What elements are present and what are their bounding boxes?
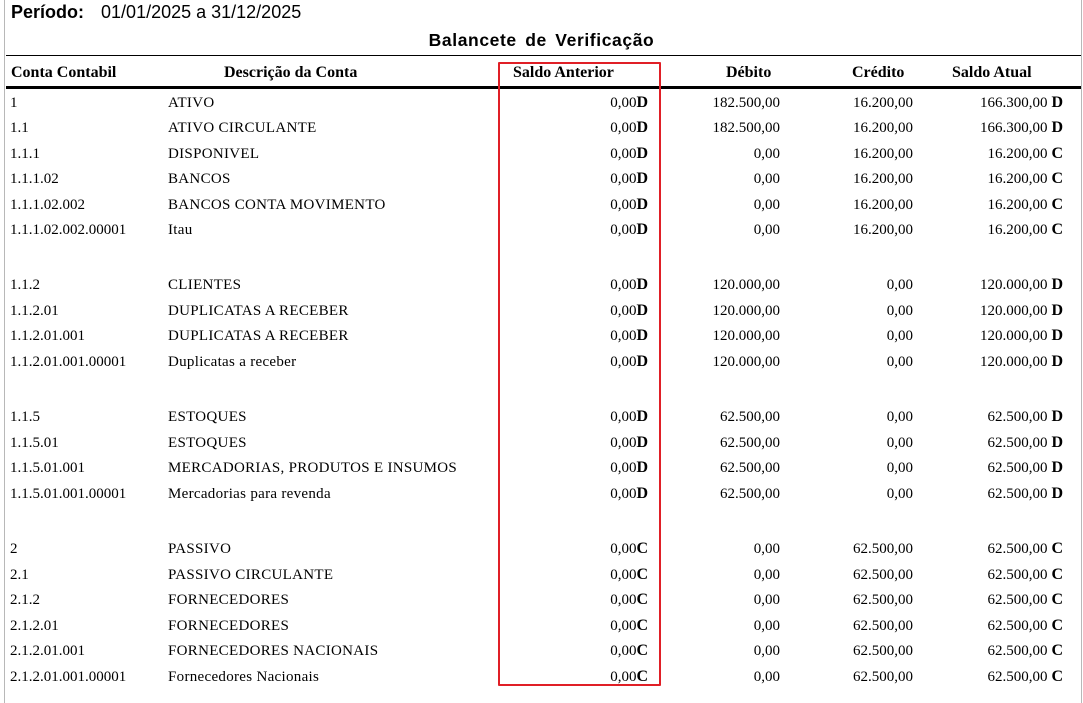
current-balance <box>987 221 1063 239</box>
account-code: 2.1.2 <box>10 592 40 608</box>
account-description: BANCOS <box>168 171 231 187</box>
col-header-credit: Crédito <box>852 64 905 81</box>
current-balance-value: 16.200,00 <box>987 171 1048 187</box>
current-balance-value: 120.000,00 <box>979 354 1048 370</box>
account-description: DISPONIVEL <box>168 146 260 162</box>
current-balance <box>987 485 1063 503</box>
account-code: 1.1.5.01.001.00001 <box>10 486 127 502</box>
credit-value: 62.500,00 <box>853 643 913 659</box>
current-balance <box>987 617 1063 635</box>
account-code: 1 <box>10 95 18 111</box>
credit-value: 0,00 <box>886 486 913 502</box>
previous-balance-dc: C <box>636 540 648 557</box>
previous-balance-value: 0,00 <box>610 409 637 425</box>
current-balance-value: 166.300,00 <box>979 120 1048 136</box>
previous-balance-value: 0,00 <box>610 303 637 319</box>
previous-balance-value: 0,00 <box>610 486 637 502</box>
credit-value: 62.500,00 <box>853 567 913 583</box>
credit-value: 62.500,00 <box>853 592 913 608</box>
previous-balance-dc: C <box>636 591 648 608</box>
account-code: 1.1.1.02.002 <box>10 197 85 213</box>
col-header-current-balance: Saldo Atual <box>952 64 1032 81</box>
account-code: 1.1.5.01 <box>10 435 59 451</box>
previous-balance-dc: C <box>636 566 648 583</box>
current-balance <box>980 353 1063 371</box>
previous-balance-dc: D <box>636 221 648 238</box>
credit-value: 62.500,00 <box>853 618 913 634</box>
current-balance <box>980 302 1063 320</box>
previous-balance-dc: D <box>636 276 648 293</box>
account-description: Fornecedores Nacionais <box>168 669 320 685</box>
account-code: 1.1.5 <box>10 409 40 425</box>
debit-value: 0,00 <box>753 567 780 583</box>
current-balance <box>987 642 1063 660</box>
credit-value: 62.500,00 <box>853 669 913 685</box>
previous-balance-dc: D <box>636 302 648 319</box>
previous-balance-dc: D <box>636 196 648 213</box>
previous-balance-value: 0,00 <box>610 277 637 293</box>
current-balance-dc: C <box>1051 642 1063 659</box>
current-balance-value: 16.200,00 <box>987 222 1048 238</box>
current-balance-dc: C <box>1051 221 1063 238</box>
debit-value: 62.500,00 <box>720 460 780 476</box>
col-header-debit: Débito <box>726 64 772 81</box>
current-balance-dc: C <box>1051 540 1063 557</box>
account-code: 1.1.1.02.002.00001 <box>10 222 127 238</box>
debit-value: 182.500,00 <box>712 120 780 136</box>
account-description: DUPLICATAS A RECEBER <box>168 328 349 344</box>
previous-balance-value: 0,00 <box>610 567 637 583</box>
debit-value: 0,00 <box>753 643 780 659</box>
previous-balance-value: 0,00 <box>610 618 637 634</box>
debit-value: 120.000,00 <box>712 328 780 344</box>
period-label: Período: <box>11 2 85 22</box>
previous-balance-dc: D <box>636 327 648 344</box>
current-balance-dc: D <box>1051 302 1063 319</box>
credit-value: 16.200,00 <box>853 120 913 136</box>
current-balance <box>987 591 1063 609</box>
credit-value: 0,00 <box>886 435 913 451</box>
previous-balance-value: 0,00 <box>610 171 637 187</box>
credit-value: 0,00 <box>886 277 913 293</box>
previous-balance-value: 0,00 <box>610 592 637 608</box>
account-code: 1.1.5.01.001 <box>10 460 85 476</box>
report-title: Balancete de Verificação <box>428 30 655 50</box>
debit-value: 62.500,00 <box>720 435 780 451</box>
current-balance-dc: D <box>1051 94 1063 111</box>
credit-value: 0,00 <box>886 328 913 344</box>
current-balance-value: 62.500,00 <box>987 567 1048 583</box>
current-balance <box>987 459 1063 477</box>
current-balance <box>980 327 1063 345</box>
col-header-previous-balance: Saldo Anterior <box>513 64 614 81</box>
previous-balance-dc: D <box>636 408 648 425</box>
current-balance-dc: C <box>1051 566 1063 583</box>
previous-balance-value: 0,00 <box>610 643 637 659</box>
current-balance-value: 62.500,00 <box>987 618 1048 634</box>
previous-balance-value: 0,00 <box>610 541 637 557</box>
period-header <box>11 2 301 23</box>
previous-balance-value: 0,00 <box>610 222 637 238</box>
current-balance-value: 62.500,00 <box>987 460 1048 476</box>
previous-balance-dc: D <box>636 145 648 162</box>
account-description: ESTOQUES <box>168 409 247 425</box>
debit-value: 120.000,00 <box>712 277 780 293</box>
current-balance-dc: D <box>1051 327 1063 344</box>
account-code: 2.1.2.01.001.00001 <box>10 669 127 685</box>
debit-value: 182.500,00 <box>712 95 780 111</box>
account-description: BANCOS CONTA MOVIMENTO <box>168 197 386 213</box>
account-code: 1.1 <box>10 120 29 136</box>
credit-value: 16.200,00 <box>853 197 913 213</box>
current-balance-value: 120.000,00 <box>979 328 1048 344</box>
credit-value: 0,00 <box>886 409 913 425</box>
debit-value: 62.500,00 <box>720 486 780 502</box>
debit-value: 120.000,00 <box>712 303 780 319</box>
account-code: 2.1 <box>10 567 29 583</box>
period-value: 01/01/2025 a 31/12/2025 <box>101 2 302 22</box>
credit-value: 16.200,00 <box>853 146 913 162</box>
current-balance-value: 120.000,00 <box>979 303 1048 319</box>
previous-balance-dc: C <box>636 617 648 634</box>
header-top-rule <box>6 55 1081 56</box>
current-balance-value: 16.200,00 <box>987 197 1048 213</box>
account-description: Duplicatas a receber <box>168 354 297 370</box>
previous-balance-dc: D <box>636 353 648 370</box>
current-balance-dc: D <box>1051 119 1063 136</box>
account-code: 1.1.2 <box>10 277 40 293</box>
previous-balance-value: 0,00 <box>610 669 637 685</box>
credit-value: 16.200,00 <box>853 95 913 111</box>
current-balance-dc: C <box>1051 145 1063 162</box>
previous-balance-dc: D <box>636 119 648 136</box>
previous-balance-dc: D <box>636 170 648 187</box>
credit-value: 0,00 <box>886 354 913 370</box>
credit-value: 16.200,00 <box>853 222 913 238</box>
previous-balance-value: 0,00 <box>610 95 637 111</box>
account-description: ESTOQUES <box>168 435 247 451</box>
account-description: PASSIVO <box>168 541 232 557</box>
col-header-code: Conta Contabil <box>11 64 117 81</box>
current-balance-value: 62.500,00 <box>987 435 1048 451</box>
debit-value: 0,00 <box>753 171 780 187</box>
debit-value: 0,00 <box>753 222 780 238</box>
current-balance-dc: D <box>1051 276 1063 293</box>
previous-balance-value: 0,00 <box>610 435 637 451</box>
previous-balance-dc: D <box>636 485 648 502</box>
account-description: Itau <box>168 222 193 238</box>
current-balance <box>987 668 1063 686</box>
current-balance <box>987 196 1063 214</box>
account-description: PASSIVO CIRCULANTE <box>168 567 334 583</box>
current-balance-dc: C <box>1051 170 1063 187</box>
previous-balance-dc: D <box>636 94 648 111</box>
account-code: 1.1.2.01 <box>10 303 59 319</box>
current-balance-value: 62.500,00 <box>987 541 1048 557</box>
debit-value: 62.500,00 <box>720 409 780 425</box>
current-balance-dc: C <box>1051 617 1063 634</box>
current-balance-value: 62.500,00 <box>987 486 1048 502</box>
col-header-description: Descrição da Conta <box>224 64 358 81</box>
account-description: FORNECEDORES <box>168 592 290 608</box>
account-code: 2 <box>10 541 18 557</box>
saldo-anterior-highlight-box <box>498 62 661 686</box>
previous-balance-value: 0,00 <box>610 197 637 213</box>
account-code: 2.1.2.01 <box>10 618 59 634</box>
current-balance <box>987 540 1063 558</box>
current-balance <box>987 434 1063 452</box>
credit-value: 16.200,00 <box>853 171 913 187</box>
account-code: 1.1.2.01.001 <box>10 328 85 344</box>
debit-value: 0,00 <box>753 146 780 162</box>
current-balance-value: 16.200,00 <box>987 146 1048 162</box>
current-balance-value: 166.300,00 <box>979 95 1048 111</box>
current-balance-dc: D <box>1051 353 1063 370</box>
current-balance <box>987 566 1063 584</box>
current-balance <box>987 170 1063 188</box>
current-balance-dc: C <box>1051 668 1063 685</box>
current-balance-dc: D <box>1051 434 1063 451</box>
previous-balance-value: 0,00 <box>610 460 637 476</box>
current-balance-value: 62.500,00 <box>987 669 1048 685</box>
account-description: DUPLICATAS A RECEBER <box>168 303 349 319</box>
account-code: 1.1.2.01.001.00001 <box>10 354 127 370</box>
previous-balance-value: 0,00 <box>610 120 637 136</box>
account-description: CLIENTES <box>168 277 242 293</box>
account-code: 2.1.2.01.001 <box>10 643 85 659</box>
previous-balance-value: 0,00 <box>610 354 637 370</box>
current-balance-dc: D <box>1051 459 1063 476</box>
previous-balance-dc: C <box>636 668 648 685</box>
credit-value: 62.500,00 <box>853 541 913 557</box>
current-balance-dc: D <box>1051 408 1063 425</box>
debit-value: 0,00 <box>753 592 780 608</box>
account-description: ATIVO <box>168 95 215 111</box>
current-balance-dc: D <box>1051 485 1063 502</box>
current-balance-value: 62.500,00 <box>987 643 1048 659</box>
account-description: FORNECEDORES NACIONAIS <box>168 643 379 659</box>
debit-value: 0,00 <box>753 541 780 557</box>
debit-value: 0,00 <box>753 197 780 213</box>
credit-value: 0,00 <box>886 460 913 476</box>
current-balance <box>987 408 1063 426</box>
account-code: 1.1.1.02 <box>10 171 59 187</box>
previous-balance-dc: D <box>636 459 648 476</box>
current-balance-value: 62.500,00 <box>987 592 1048 608</box>
credit-value: 0,00 <box>886 303 913 319</box>
current-balance-value: 120.000,00 <box>979 277 1048 293</box>
previous-balance-dc: C <box>636 642 648 659</box>
current-balance-dc: C <box>1051 196 1063 213</box>
previous-balance-value: 0,00 <box>610 328 637 344</box>
current-balance-value: 62.500,00 <box>987 409 1048 425</box>
current-balance <box>980 94 1063 112</box>
account-code: 1.1.1 <box>10 146 40 162</box>
account-description: Mercadorias para revenda <box>168 486 331 502</box>
account-description: MERCADORIAS, PRODUTOS E INSUMOS <box>168 460 458 476</box>
account-description: ATIVO CIRCULANTE <box>168 120 317 136</box>
current-balance-dc: C <box>1051 591 1063 608</box>
previous-balance-value: 0,00 <box>610 146 637 162</box>
debit-value: 0,00 <box>753 669 780 685</box>
current-balance <box>980 119 1063 137</box>
previous-balance-dc: D <box>636 434 648 451</box>
debit-value: 120.000,00 <box>712 354 780 370</box>
current-balance <box>987 145 1063 163</box>
current-balance <box>980 276 1063 294</box>
account-description: FORNECEDORES <box>168 618 290 634</box>
debit-value: 0,00 <box>753 618 780 634</box>
